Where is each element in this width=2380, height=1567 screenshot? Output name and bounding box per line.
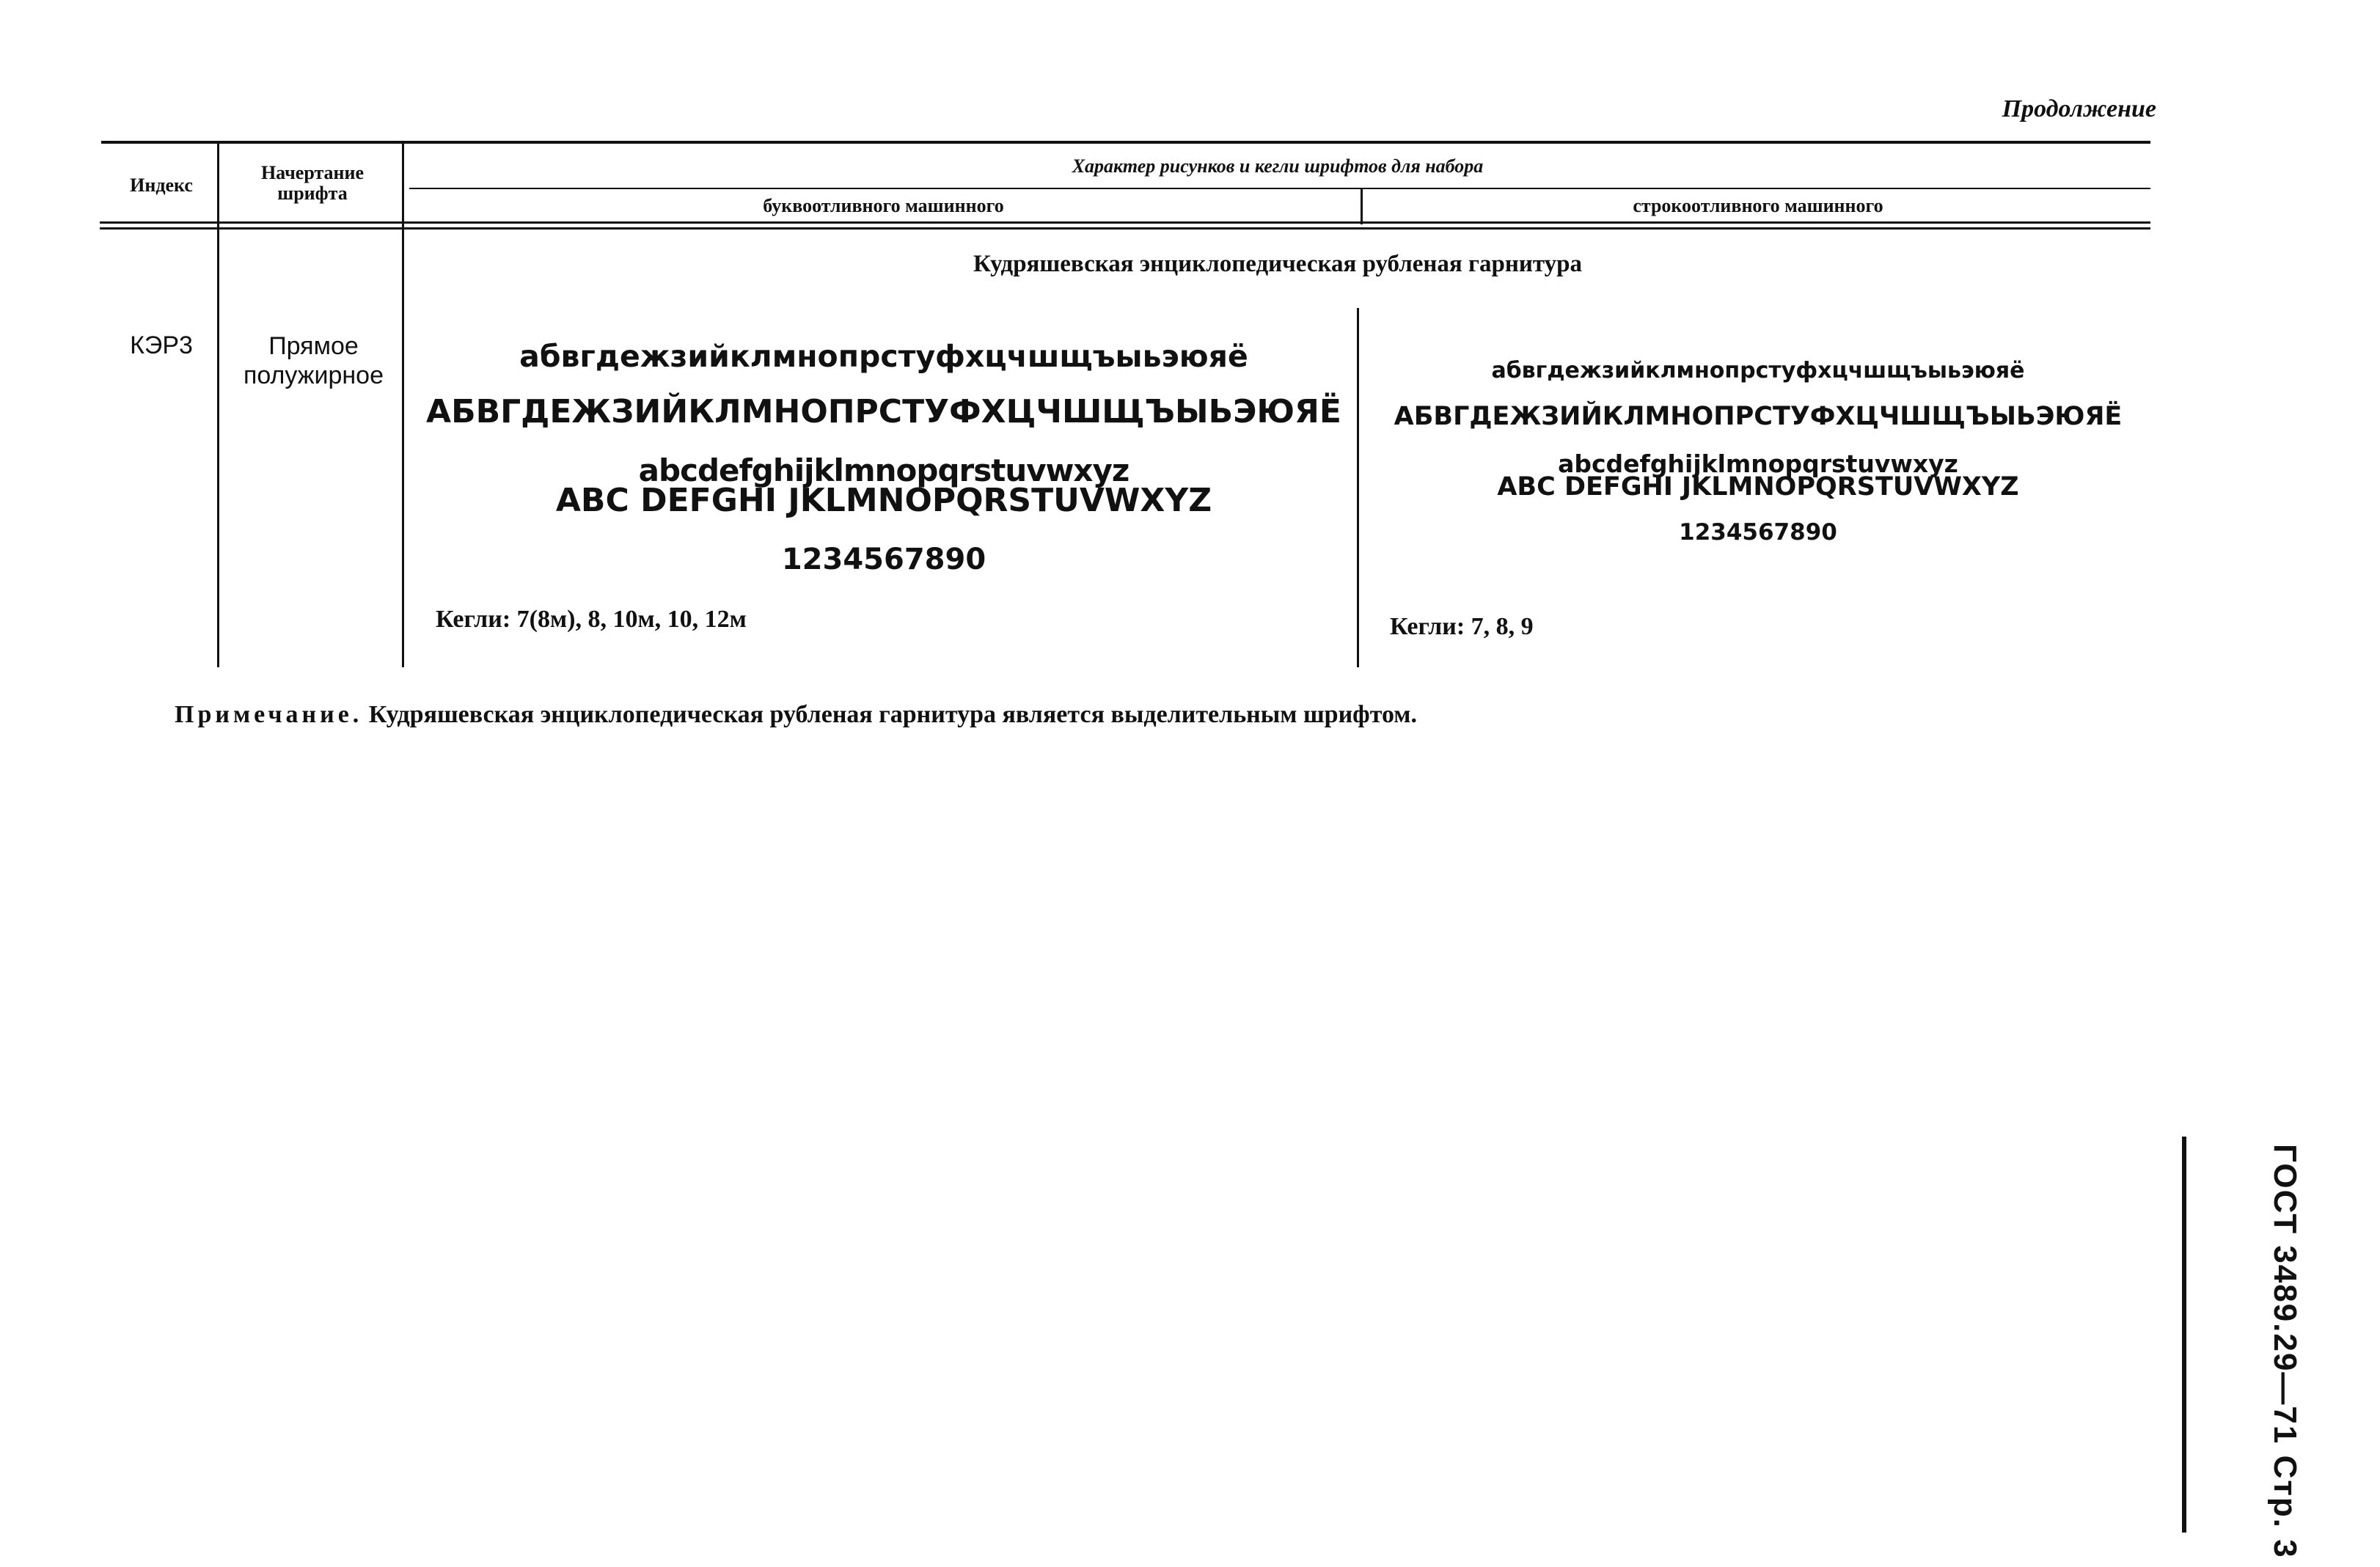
- standard-reference-text: ГОСТ 3489.29—71 Стр. 3: [2267, 1144, 2303, 1559]
- header-index: Индекс: [130, 175, 193, 196]
- header-sub-letterpress: буквоотливного машинного: [763, 195, 1004, 216]
- right-latin-uppercase: ABC DEFGHI JKLMNOPQRSTUVWXYZ: [1497, 472, 2019, 502]
- row-index: КЭР3: [130, 331, 193, 359]
- column-divider-style: [402, 144, 404, 667]
- header-sub-linotype: строкоотливного машинного: [1633, 195, 1883, 216]
- header-main-text: Характер рисунков и кегли шрифтов для набора: [1072, 155, 1484, 177]
- left-cyrillic-uppercase: АБВГДЕЖЗИЙКЛМНОПРСТУФХЦЧШЩЪЫЬЭЮЯЁ: [426, 393, 1341, 430]
- right-cyrillic-lowercase: абвгдежзийклмнопрстуфхцчшщъыьэюяё: [1491, 358, 2025, 384]
- right-digits: 1234567890: [1679, 519, 1837, 546]
- table-top-rule: [101, 141, 2150, 144]
- subheader-rule: [409, 188, 2150, 189]
- left-latin-lowercase: abcdefghijklmnopqrstuvwxyz: [638, 452, 1129, 488]
- header-style-line1: Начертание: [260, 162, 365, 183]
- footnote-label: Примечание.: [175, 701, 363, 728]
- standard-ref-bar: [2182, 1137, 2186, 1533]
- left-cyrillic-lowercase: абвгдежзийклмнопрстуфхцчшщъыьэюяё: [519, 339, 1248, 374]
- header-main: [405, 155, 2150, 177]
- right-cyrillic-uppercase: АБВГДЕЖЗИЙКЛМНОПРСТУФХЦЧШЩЪЫЬЭЮЯЁ: [1394, 402, 2123, 431]
- continuation-label: Продолжение: [2002, 95, 2156, 122]
- typeface-family-title: Кудряшевская энциклопедическая рубленая гарнитура: [973, 251, 1583, 277]
- body-divider: [1357, 308, 1359, 667]
- row-style: [220, 331, 407, 390]
- right-point-sizes: Кегли: 7, 8, 9: [1390, 613, 1534, 640]
- header-style-line2: шрифта: [277, 183, 348, 204]
- header-style: [220, 163, 405, 204]
- column-divider-index: [217, 144, 219, 667]
- header-bottom-rule-2: [100, 227, 2150, 230]
- row-style-line2: полужирное: [243, 362, 384, 389]
- header-bottom-rule-1: [100, 221, 2150, 224]
- right-latin-lowercase: abcdefghijklmnopqrstuvwxyz: [1558, 449, 1958, 478]
- left-digits: 1234567890: [781, 543, 986, 576]
- footnote-text: Кудряшевская энциклопедическая рубленая гарнитура является выделительным шрифтом.: [368, 701, 1417, 728]
- left-point-sizes: Кегли: 7(8м), 8, 10м, 10, 12м: [436, 606, 747, 633]
- left-latin-uppercase: ABC DEFGHI JKLMNOPQRSTUVWXYZ: [555, 482, 1212, 519]
- standard-reference: [2267, 1144, 2304, 1559]
- footnote: [175, 701, 1417, 729]
- row-style-line1: Прямое: [268, 332, 359, 360]
